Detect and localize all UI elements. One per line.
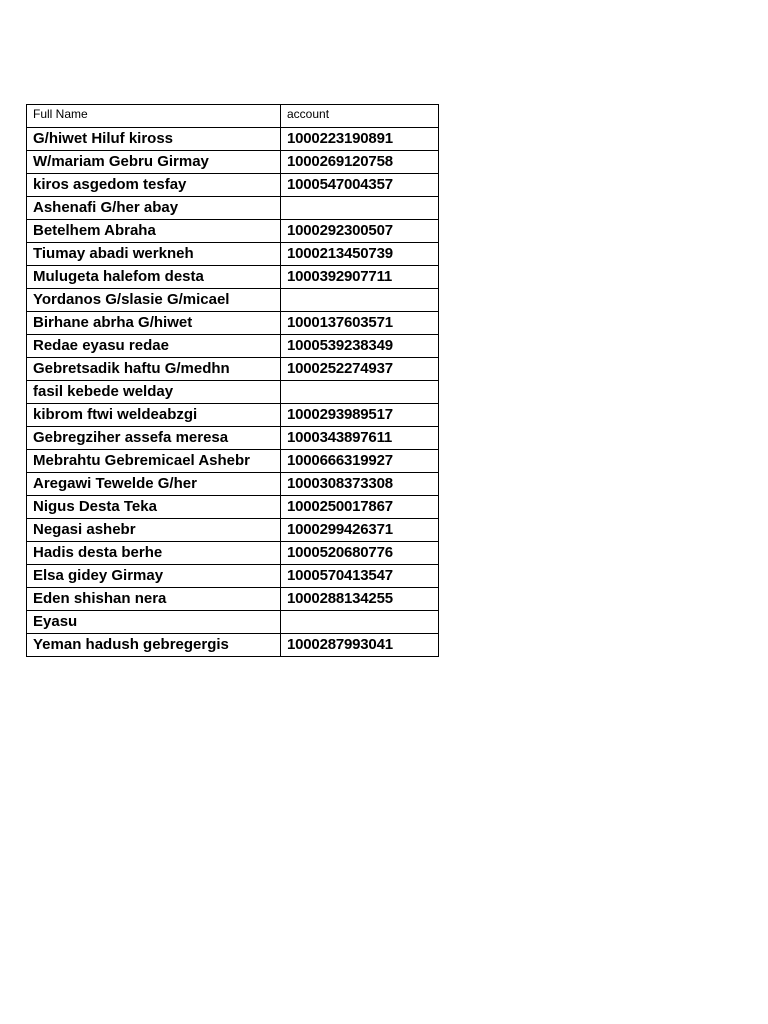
table-row [27,542,439,565]
account-cell: 1000539238349 [281,335,439,358]
table-row [27,404,439,427]
name-cell: fasil kebede welday [27,381,281,404]
account-cell: 1000287993041 [281,634,439,657]
account-cell: 1000293989517 [281,404,439,427]
name-cell: Eden shishan nera [27,588,281,611]
table-body [27,128,439,657]
table-row [27,427,439,450]
table-row [27,588,439,611]
table-row [27,496,439,519]
name-cell: Redae eyasu redae [27,335,281,358]
account-cell: 1000308373308 [281,473,439,496]
account-cell: 1000137603571 [281,312,439,335]
table-row [27,634,439,657]
table-row [27,128,439,151]
name-cell: Elsa gidey Girmay [27,565,281,588]
account-cell: 1000299426371 [281,519,439,542]
account-cell: 1000250017867 [281,496,439,519]
name-cell: Gebregziher assefa meresa [27,427,281,450]
table-row [27,197,439,220]
account-cell [281,197,439,220]
table-row [27,174,439,197]
table-row [27,450,439,473]
name-cell: Mulugeta halefom desta [27,266,281,289]
account-cell [281,289,439,312]
name-cell: kiros asgedom tesfay [27,174,281,197]
name-cell: W/mariam Gebru Girmay [27,151,281,174]
account-cell [281,381,439,404]
account-cell: 1000547004357 [281,174,439,197]
table-row [27,473,439,496]
account-cell: 1000252274937 [281,358,439,381]
account-cell: 1000343897611 [281,427,439,450]
account-cell: 1000288134255 [281,588,439,611]
table-row [27,381,439,404]
name-cell: Birhane abrha G/hiwet [27,312,281,335]
name-cell: Negasi ashebr [27,519,281,542]
account-cell: 1000223190891 [281,128,439,151]
account-cell: 1000392907711 [281,266,439,289]
account-cell: 1000213450739 [281,243,439,266]
header-row [27,105,439,128]
table-row [27,312,439,335]
full-name-header: Full Name [27,105,281,128]
table-row [27,243,439,266]
table-row [27,151,439,174]
account-cell: 1000570413547 [281,565,439,588]
table-row [27,519,439,542]
account-cell: 1000666319927 [281,450,439,473]
name-cell: Hadis desta berhe [27,542,281,565]
table-row [27,266,439,289]
name-cell: G/hiwet Hiluf kiross [27,128,281,151]
name-cell: Tiumay abadi werkneh [27,243,281,266]
account-sheet [26,104,439,657]
account-cell [281,611,439,634]
table-row [27,565,439,588]
name-cell: Aregawi Tewelde G/her [27,473,281,496]
name-cell: Nigus Desta Teka [27,496,281,519]
table-row [27,220,439,243]
table-row [27,335,439,358]
table-row [27,289,439,312]
name-cell: kibrom ftwi weldeabzgi [27,404,281,427]
name-cell: Gebretsadik haftu G/medhn [27,358,281,381]
name-cell: Ashenafi G/her abay [27,197,281,220]
account-cell: 1000520680776 [281,542,439,565]
name-cell: Yordanos G/slasie G/micael [27,289,281,312]
account-cell: 1000292300507 [281,220,439,243]
table-row [27,611,439,634]
name-cell: Betelhem Abraha [27,220,281,243]
name-cell: Mebrahtu Gebremicael Ashebr [27,450,281,473]
account-cell: 1000269120758 [281,151,439,174]
name-cell: Eyasu [27,611,281,634]
name-cell: Yeman hadush gebregergis [27,634,281,657]
table-row [27,358,439,381]
account-table [26,104,439,657]
account-header: account [281,105,439,128]
